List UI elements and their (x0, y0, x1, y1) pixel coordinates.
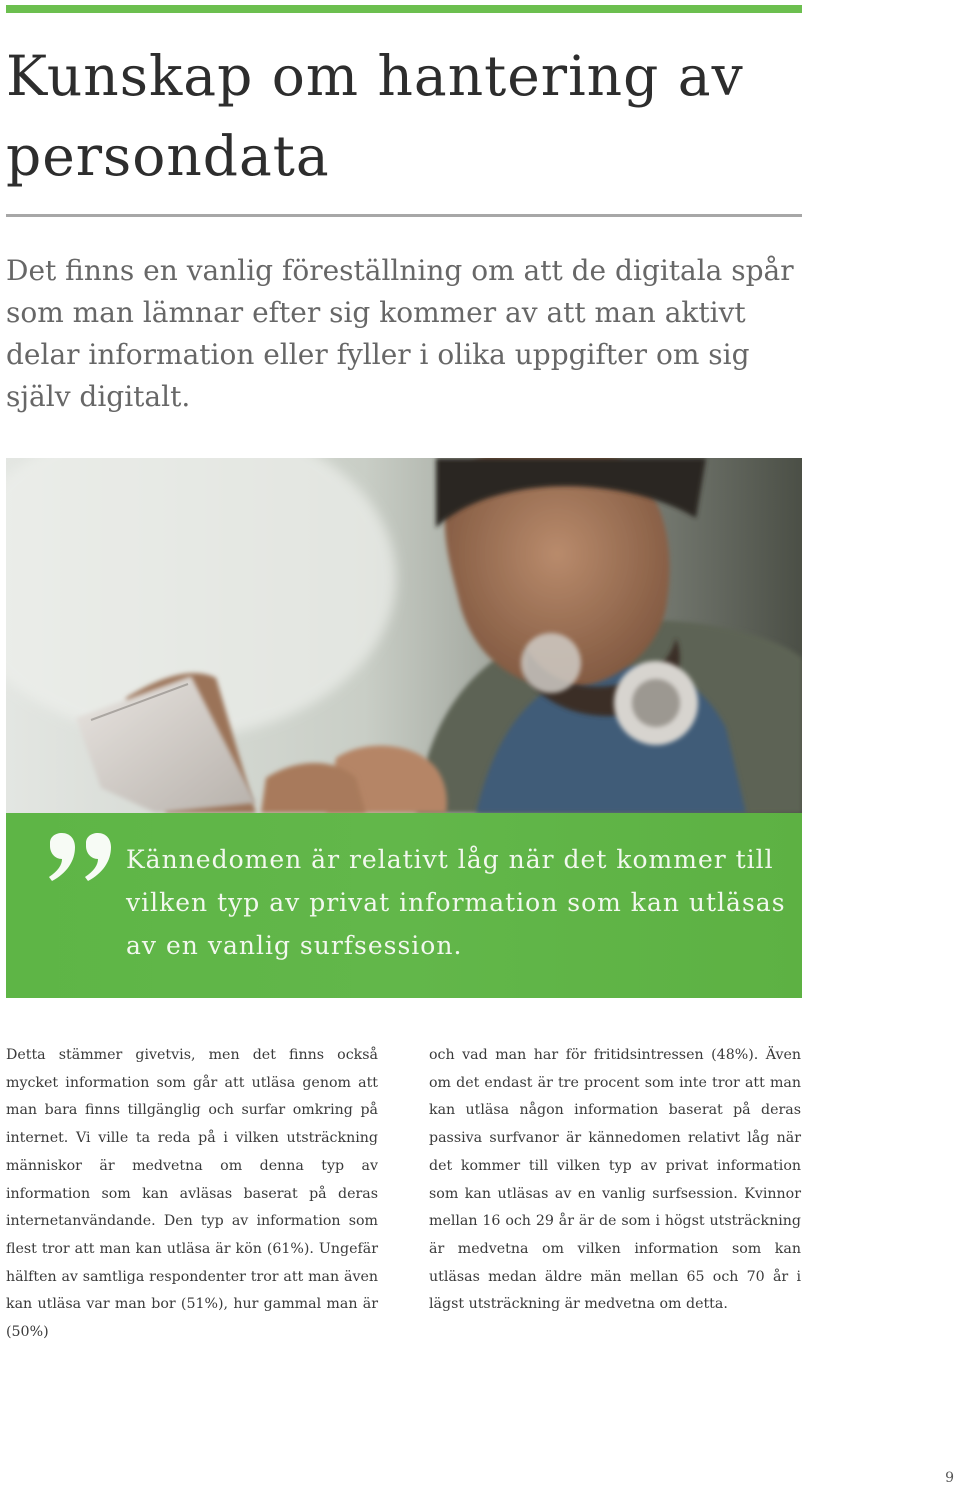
quotation-mark-icon (42, 833, 122, 913)
body-text-left-column: Detta stämmer givetvis, men det finns också mycket information som går att utläsa genom att man bara finns tillgänglig och surfar omkring på internet. Vi ville ta reda på i vilken utsträckning människor är medvetna om denna typ av information som kan avläsas baserat på deras internetanvändande. Den typ av information som flest tror att man kan utläsa är kön (61%). Ungefär hälften av samtliga respondenter tror att man även kan utläsa var man bor (51%), hur gammal man är (50%) (6, 1047, 378, 1341)
hero-photo (6, 458, 802, 813)
photo-man-with-headphones-using-phone (6, 458, 802, 813)
title-divider (6, 214, 802, 217)
page-number: 9 (945, 1470, 954, 1486)
lead-paragraph: Det finns en vanlig föreställning om att de digitala spår som man lämnar efter sig kommer av att man aktivt delar information eller fyller i olika uppgifter om sig själv digitalt. (6, 254, 794, 413)
pull-quote-text: Kännedomen är relativt låg när det kommer till vilken typ av privat information som kan utläsas av en vanlig surfsession. (126, 845, 786, 960)
body-text-right-column: och vad man har för fritidsintressen (48%). Även om det endast är tre procent som inte tror att man kan utläsa någon information baserat på deras passiva surfvanor är kännedomen relativt låg när det kommer till vilken typ av privat information som kan utläsas av en vanlig surfsession. Kvinnor mellan 16 och 29 år är de som i högst utsträckning är medvetna om vilken information som kan utläsas medan äldre män mellan 65 och 70 år i lägst utsträckning är medvetna om detta. (429, 1047, 801, 1313)
pull-quote (6, 813, 802, 998)
page-title: Kunskap om hantering av persondata (6, 44, 744, 188)
top-accent-bar (6, 5, 802, 13)
